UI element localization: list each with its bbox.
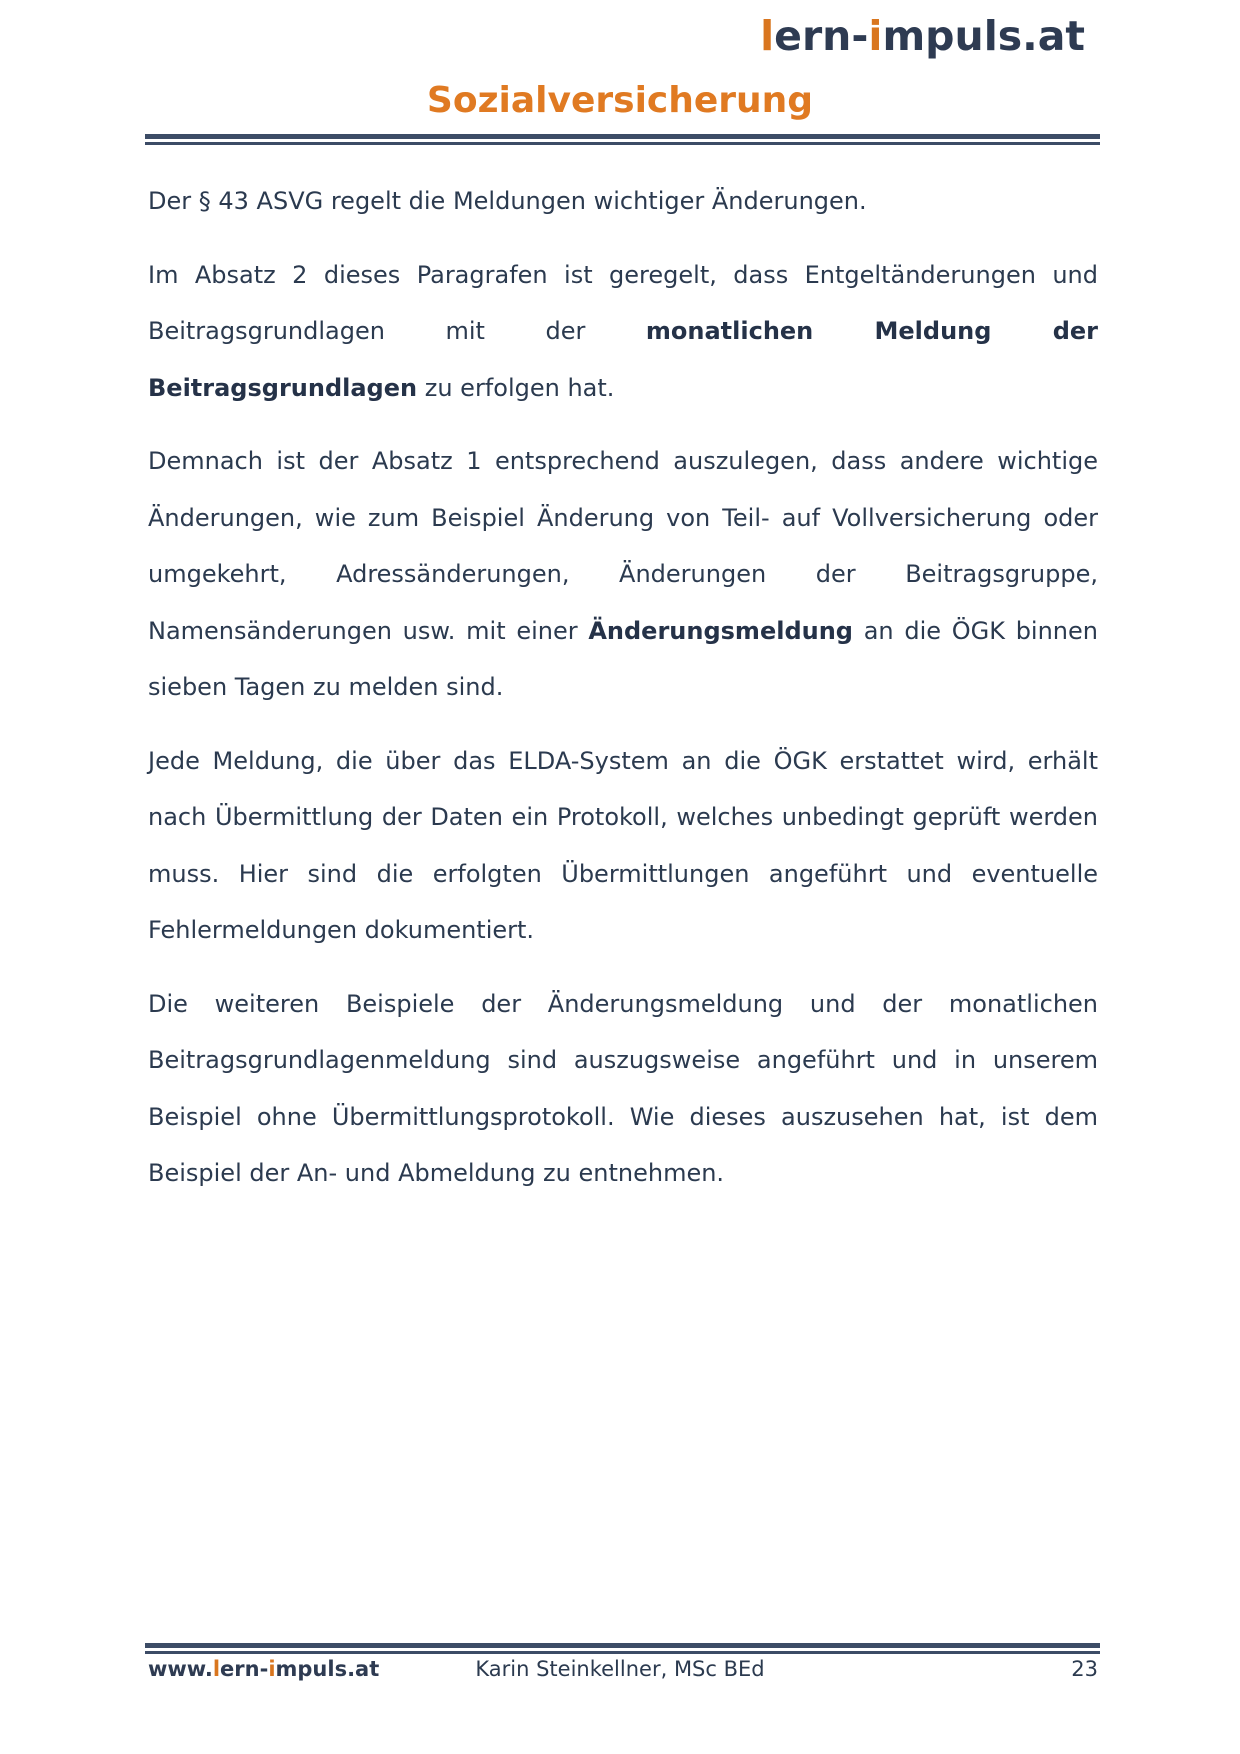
footer-website-www: www. — [148, 1657, 213, 1681]
header-divider — [145, 134, 1100, 146]
paragraph-3-bold: Änderungsmeldung — [588, 616, 853, 645]
footer-website — [148, 1657, 379, 1693]
logo-text-mpuls: mpuls.at — [882, 12, 1085, 60]
footer-website-letter-l: l — [212, 1657, 221, 1681]
paragraph-1: Der § 43 ASVG regelt die Meldungen wichtiger Änderungen. — [148, 187, 867, 215]
footer-website-letter-i: i — [268, 1657, 276, 1681]
paragraph-2-bold: monatlichen Meldung der Beitragsgrundlagen — [148, 317, 1098, 402]
paragraph-2 — [148, 247, 1098, 417]
paragraph-2-text-c: zu erfolgen hat. — [417, 373, 615, 402]
logo-letter-l: l — [760, 12, 775, 60]
footer-divider-thin-line — [145, 1651, 1100, 1654]
logo-letter-i: i — [868, 12, 883, 60]
paragraph-2-text-a: Im Absatz 2 dieses Paragrafen ist geregelt, dass Entgeltänderungen und Beitragsgrundlagen mit der — [148, 260, 1098, 345]
header-divider-thick-line — [145, 134, 1100, 139]
page-number: 23 — [1071, 1657, 1098, 1681]
paragraph-3 — [148, 433, 1098, 716]
footer-website-ern: ern- — [220, 1657, 269, 1681]
footer-website-mpuls: mpuls.at — [275, 1657, 380, 1681]
footer-divider-thick-line — [145, 1643, 1100, 1648]
logo-text-ern: ern- — [774, 12, 869, 60]
header-divider-thin-line — [145, 142, 1100, 145]
page-title: Sozialversicherung — [426, 80, 814, 121]
document-body — [148, 173, 1098, 1219]
paragraph-3-text-c: an die ÖGK binnen sieben Tagen zu melden sind. — [148, 616, 1098, 701]
brand-logo — [760, 12, 1085, 60]
footer-divider — [145, 1643, 1100, 1655]
paragraph-3-text-a: Demnach ist der Absatz 1 entsprechend auszulegen, dass andere wichtige Änderungen, wie zum Beispiel Änderung von Teil- auf Vollversicherung oder umgekehrt, Adressänderungen, Änderungen der Beitragsgruppe, Namensänderungen usw. mit einer — [148, 447, 1098, 645]
paragraph-4: Jede Meldung, die über das ELDA-System an die ÖGK erstattet wird, erhält nach Übermittlung der Daten ein Protokoll, welches unbedingt geprüft werden muss. Hier sind die erfolgten Übermittlungen angeführt und eventuelle Fehlermeldungen dokumentiert. — [148, 746, 1098, 944]
footer-author: Karin Steinkellner, MSc BEd — [475, 1657, 765, 1681]
paragraph-5: Die weiteren Beispiele der Änderungsmeldung und der monatlichen Beitragsgrundlagenmeldung sind auszugsweise angeführt und in unserem Beispiel ohne Übermittlungsprotokoll. Wie dieses auszusehen hat, ist dem Beispiel der An- und Abmeldung zu entnehmen. — [148, 989, 1098, 1187]
